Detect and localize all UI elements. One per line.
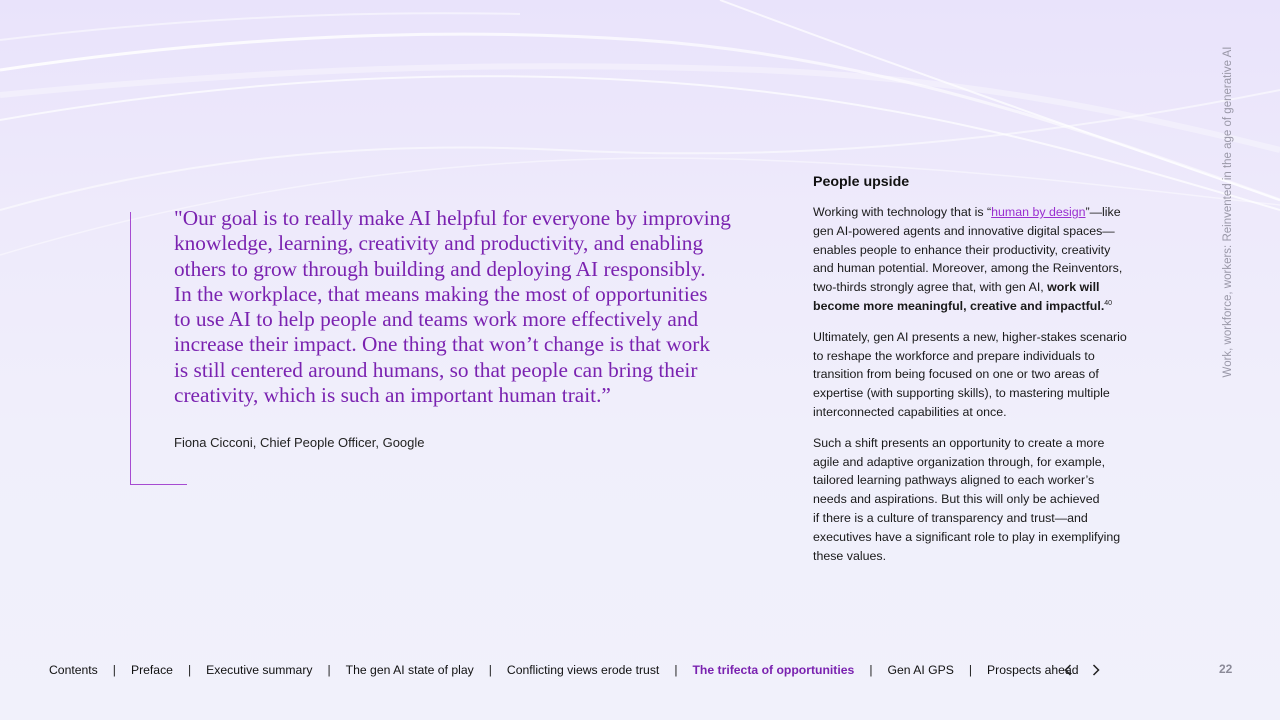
pull-quote: "Our goal is to really make AI helpful for everyone by improving knowledge, learning, creativity and productivity, and enabling others to grow through building and deploying AI responsibly. In the workplace, that means making the most of opportunities to use AI to help people and teams work more effectively and increase their impact. One thing that won’t change is that work is still centered around humans, so that people can bring their creativity, which is such an important human trait.” xyxy=(174,206,731,408)
nav-separator: | xyxy=(488,663,492,677)
nav-contents[interactable]: Contents xyxy=(49,663,98,677)
paragraph-2: Ultimately, gen AI presents a new, higher-stakes scenario to reshape the workforce and prepare individuals to transition from being focused on one or two areas of expertise (with supporting skills), to mastering multiple interconnected capabilities at once. xyxy=(813,329,1127,419)
nav-gen-ai-state-of-play[interactable]: The gen AI state of play xyxy=(345,663,474,677)
nav-separator: | xyxy=(674,663,678,677)
paragraph-1-text-b: ”—like gen AI-powered agents and innovative digital spaces— enables people to enhance their productivity, creativity and human potential. Moreover, among the Reinventors, two-thirds strongly agree that, with gen AI, xyxy=(813,205,1123,295)
people-upside-section xyxy=(813,174,1149,577)
paragraph-1 xyxy=(813,203,1149,316)
nav-executive-summary[interactable]: Executive summary xyxy=(206,663,313,677)
page-number: 22 xyxy=(1219,662,1233,676)
footnote-ref[interactable]: 40 xyxy=(1104,299,1113,307)
nav-separator: | xyxy=(112,663,116,677)
paragraph-3: Such a shift presents an opportunity to create a more agile and adaptive organization through, for example, tailored learning pathways aligned to each worker’s needs and aspirations. But this will only be achieved if there is a culture of transparency and trust—and executives have a significant role to play in exemplifying these values. xyxy=(813,435,1121,563)
footer-navigation xyxy=(49,661,1079,679)
nav-prospects-ahead[interactable]: Prospects ahead xyxy=(987,663,1079,677)
section-heading: People upside xyxy=(813,174,910,190)
nav-separator: | xyxy=(327,663,331,677)
nav-preface[interactable]: Preface xyxy=(130,663,173,677)
chevron-left-icon[interactable] xyxy=(1060,660,1076,680)
document-side-title: Work, workforce, workers: Reinvented in the age of generative AI xyxy=(1222,46,1234,378)
page-arrows xyxy=(1060,660,1104,680)
nav-separator: | xyxy=(869,663,873,677)
quote-attribution: Fiona Cicconi, Chief People Officer, Google xyxy=(174,435,425,450)
nav-separator: | xyxy=(187,663,192,677)
nav-separator: | xyxy=(968,663,973,677)
paragraph-1-text-a: Working with technology that is “ xyxy=(813,205,992,219)
chevron-right-icon[interactable] xyxy=(1088,660,1104,680)
nav-gen-ai-gps[interactable]: Gen AI GPS xyxy=(887,663,954,677)
nav-trifecta-of-opportunities[interactable]: The trifecta of opportunities xyxy=(692,663,855,677)
paragraph-1-bold: work will become more meaningful, creative and impactful. xyxy=(813,280,1105,313)
nav-conflicting-views[interactable]: Conflicting views erode trust xyxy=(506,663,660,677)
human-by-design-link[interactable]: human by design xyxy=(991,205,1086,219)
